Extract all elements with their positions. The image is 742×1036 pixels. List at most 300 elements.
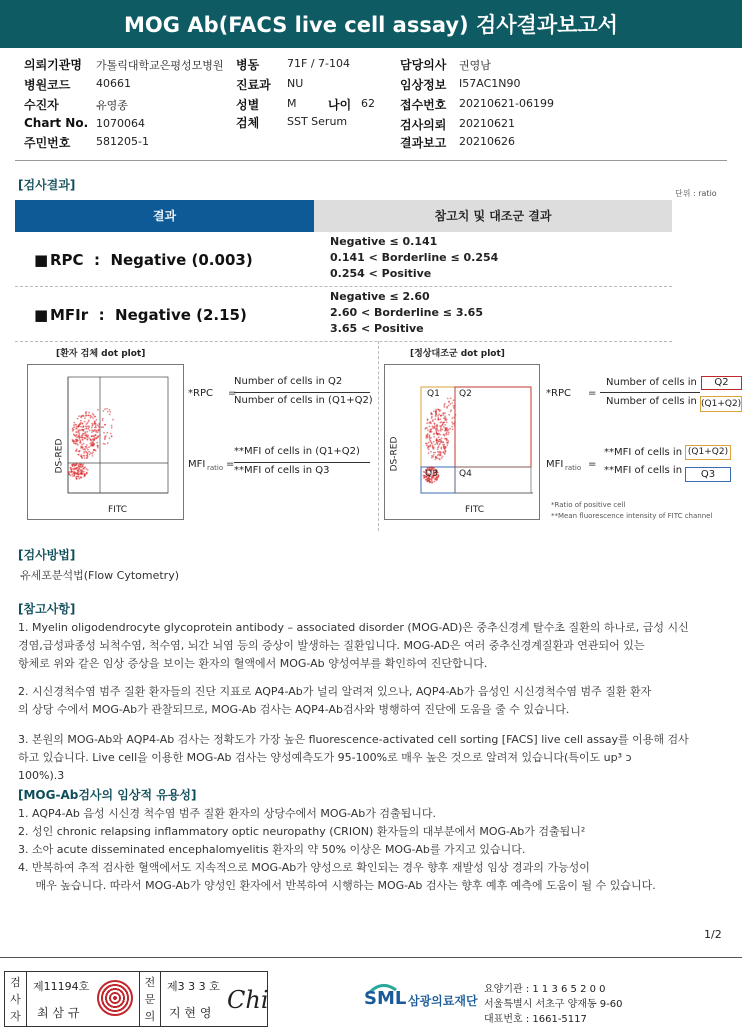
sml-logo-icon [362, 982, 407, 1014]
scatter-point [85, 412, 87, 414]
scatter-point [438, 419, 440, 421]
scatter-point [448, 401, 450, 403]
scatter-point [78, 469, 80, 471]
clinical-label: 임상정보 [400, 78, 447, 92]
reference-p2-line: 2. 시신경척수염 범주 질환 환자들의 진단 지표로 AQP4-Ab가 널리 알려져 있으나, AQP4-Ab가 음성인 시신경척수염 범주 질환 환자 [18, 685, 652, 698]
scatter-point [77, 418, 79, 420]
scatter-point [88, 451, 90, 453]
scatter-point [435, 409, 437, 411]
scatter-point [440, 418, 442, 420]
tester-number: 제11194호 [33, 980, 90, 993]
scatter-point [454, 425, 456, 427]
scatter-point [435, 415, 437, 417]
reference-heading: [참고사항] [18, 602, 76, 616]
scatter-point [95, 434, 97, 436]
confirm-name: 지 현 영 [169, 1006, 212, 1020]
scatter-point [82, 439, 84, 441]
scatter-point [77, 454, 79, 456]
scatter-point [97, 445, 99, 447]
scatter-point [72, 430, 74, 432]
scatter-point [446, 432, 448, 434]
scatter-point [80, 469, 82, 471]
scatter-point [85, 446, 87, 448]
scatter-point [81, 435, 83, 437]
scatter-point [74, 468, 76, 470]
scatter-point [80, 465, 82, 467]
reference-p1-line: 경염,급성파종성 뇌척수염, 척수염, 뇌간 뇌염 등의 증상이 발생하는 질환입니다. MOG-AD은 여러 중추신경계질환과 연관되어 있는 [18, 639, 645, 652]
scatter-point [433, 441, 435, 443]
scatter-point [436, 433, 438, 435]
scatter-point [111, 427, 113, 429]
scatter-point [426, 444, 428, 446]
scatter-point [73, 433, 75, 435]
scatter-point [431, 426, 433, 428]
reference-p3-line: 100%).3 [18, 769, 65, 782]
scatter-point [82, 415, 84, 417]
scatter-point [91, 431, 93, 433]
scatter-point [80, 442, 82, 444]
scatter-point [446, 407, 448, 409]
scatter-point [436, 426, 438, 428]
scatter-point [428, 422, 430, 424]
tester-name: 최 삼 규 [37, 1006, 80, 1020]
scatter-point [92, 455, 94, 457]
scatter-point [75, 464, 77, 466]
scatter-point [76, 478, 78, 480]
scatter-point [85, 468, 87, 470]
mfir-ref-3: 3.65 < Positive [330, 322, 424, 335]
scatter-point [86, 426, 88, 428]
ctrl-rpc-den-box: (Q1+Q2) [700, 396, 742, 412]
scatter-point [426, 427, 428, 429]
scatter-point [430, 431, 432, 433]
scatter-point [75, 435, 77, 437]
scatter-point [441, 437, 443, 439]
scatter-point [87, 449, 89, 451]
scatter-point [91, 423, 93, 425]
scatter-point [75, 428, 77, 430]
scatter-point [429, 436, 431, 438]
scatter-point [79, 478, 81, 480]
patient-label: 수진자 [24, 98, 59, 112]
scatter-point [74, 464, 76, 466]
reference-p3 [18, 731, 734, 785]
ctrl-mfi-num-box: (Q1+Q2) [685, 445, 731, 460]
scatter-point [86, 457, 88, 459]
scatter-point [432, 481, 434, 483]
receipt-label: 접수번호 [400, 98, 447, 112]
scatter-point [441, 457, 443, 459]
rpc-bullet: ■ [34, 251, 49, 269]
scatter-point [76, 448, 78, 450]
scatter-point [436, 428, 438, 430]
scatter-point [453, 407, 455, 409]
scatter-point [89, 443, 91, 445]
scatter-point [443, 446, 445, 448]
reference-column-header: 참고치 및 대조군 결과 [314, 200, 672, 232]
note-ratio: *Ratio of positive cell [551, 501, 626, 509]
scatter-point [74, 424, 76, 426]
patient-dot-plot-svg [28, 365, 183, 519]
scatter-point [110, 433, 112, 435]
scatter-point [81, 457, 83, 459]
scatter-point [444, 424, 446, 426]
code-value: 40661 [96, 77, 131, 90]
scatter-point [447, 440, 449, 442]
scatter-point [92, 413, 94, 415]
scatter-point [453, 399, 455, 401]
scatter-point [444, 419, 446, 421]
scatter-point [437, 449, 439, 451]
scatter-point [111, 425, 113, 427]
scatter-point [428, 452, 430, 454]
ward-value: 71F / 7-104 [287, 57, 350, 70]
scatter-point [82, 423, 84, 425]
scatter-point [93, 449, 95, 451]
scatter-point [86, 444, 88, 446]
scatter-point [429, 426, 431, 428]
scatter-point [88, 412, 90, 414]
specimen-value: SST Serum [287, 115, 348, 128]
scatter-point [442, 441, 444, 443]
scatter-point [427, 447, 429, 449]
control-q1-label: Q1 [427, 389, 440, 399]
scatter-point [97, 447, 99, 449]
ctrl-mfi-eq: = [588, 459, 597, 470]
signature-box [4, 971, 268, 1027]
scatter-point [99, 435, 101, 437]
scatter-point [438, 441, 440, 443]
mfi-formula-eq: = [226, 459, 235, 470]
scatter-point [89, 417, 91, 419]
scatter-point [426, 422, 428, 424]
scatter-point [87, 415, 89, 417]
scatter-point [92, 417, 94, 419]
result-column-header: 결과 [15, 200, 314, 232]
scatter-point [80, 420, 82, 422]
scatter-point [438, 451, 440, 453]
scatter-point [445, 450, 447, 452]
scatter-point [70, 469, 72, 471]
scatter-point [94, 423, 96, 425]
rpc-denominator: Number of cells in (Q1+Q2) [234, 395, 373, 406]
scatter-point [86, 436, 88, 438]
scatter-point [442, 424, 444, 426]
mfi-fraction-line [234, 462, 370, 463]
mfir-bullet: ■ [34, 306, 49, 324]
scatter-point [451, 402, 453, 404]
scatter-point [444, 403, 446, 405]
scatter-point [88, 421, 90, 423]
scatter-point [97, 436, 99, 438]
scatter-point [442, 456, 444, 458]
reference-p3-line: 하고 있습니다. Live cell을 이용한 MOG-Ab 검사는 양성예측도가 95-100%로 매우 높은 것으로 알려져 있습니다(특이도 up³ ↄ [18, 751, 632, 764]
scatter-point [448, 405, 450, 407]
mfir-ref-2: 2.60 < Borderline ≤ 3.65 [330, 306, 483, 319]
scatter-point [91, 425, 93, 427]
scatter-point [88, 446, 90, 448]
scatter-point [433, 454, 435, 456]
doctor-label: 담당의사 [400, 58, 447, 72]
scatter-point [446, 428, 448, 430]
scatter-point [78, 415, 80, 417]
chart-label: Chart No. [24, 116, 89, 130]
mfi-numerator: **MFI of cells in (Q1+Q2) [234, 446, 360, 457]
age-label: 나이 [328, 98, 352, 112]
scatter-point [99, 427, 101, 429]
scatter-point [112, 419, 114, 421]
rpc-formula-eq: = [228, 388, 237, 399]
scatter-point [444, 415, 446, 417]
scatter-point [73, 426, 75, 428]
scatter-point [434, 443, 436, 445]
scatter-point [83, 452, 85, 454]
scatter-point [442, 414, 444, 416]
scatter-point [82, 473, 84, 475]
list-item: 3. 소아 acute disseminated encephalomyelitis 환자의 약 50% 이상은 MOG-Ab를 가지고 있습니다. [18, 843, 526, 856]
scatter-point [444, 412, 446, 414]
scatter-point [75, 476, 77, 478]
scatter-point [78, 433, 80, 435]
scatter-point [89, 454, 91, 456]
signature: Chi [227, 986, 269, 1014]
request-label: 검사의뢰 [400, 118, 447, 132]
scatter-point [434, 423, 436, 425]
scatter-point [84, 455, 86, 457]
ctrl-mfi-den-box: Q3 [685, 467, 731, 482]
mfi-denominator: **MFI of cells in Q3 [234, 465, 330, 476]
scatter-point [94, 429, 96, 431]
scatter-point [425, 443, 427, 445]
rpc-ref-3: 0.254 < Positive [330, 267, 432, 280]
scatter-point [453, 405, 455, 407]
scatter-point [86, 434, 88, 436]
scatter-point [435, 459, 437, 461]
page-title: MOG Ab(FACS live cell assay) 검사결과보고서 [124, 13, 618, 37]
scatter-point [425, 428, 427, 430]
scatter-point [82, 468, 84, 470]
scatter-point [450, 409, 452, 411]
scatter-point [90, 439, 92, 441]
scatter-point [75, 443, 77, 445]
scatter-point [94, 427, 96, 429]
scatter-point [451, 417, 453, 419]
scatter-point [438, 475, 440, 477]
scatter-point [71, 473, 73, 475]
scatter-point [96, 430, 98, 432]
report-value: 20210626 [459, 135, 515, 148]
scatter-point [91, 435, 93, 437]
scatter-point [85, 451, 87, 453]
reference-p2 [18, 683, 734, 719]
scatter-point [448, 414, 450, 416]
scatter-point [439, 443, 441, 445]
scatter-point [78, 465, 80, 467]
scatter-point [90, 415, 92, 417]
scatter-point [83, 443, 85, 445]
scatter-point [73, 422, 75, 424]
scatter-point [88, 437, 90, 439]
rpc-ref-1: Negative ≤ 0.141 [330, 235, 438, 248]
scatter-point [440, 452, 442, 454]
scatter-point [433, 410, 435, 412]
scatter-point [81, 477, 83, 479]
scatter-point [86, 423, 88, 425]
control-q2-label: Q2 [459, 389, 472, 399]
scatter-point [82, 464, 84, 466]
doctor-value: 권영남 [459, 59, 491, 72]
scatter-point [82, 471, 84, 473]
patient-plot-title: [환자 검체 dot plot] [56, 349, 146, 359]
scatter-point [70, 467, 72, 469]
scatter-point [453, 423, 455, 425]
reference-p1-line: 1. Myelin oligodendrocyte glycoprotein antibody – associated disorder (MOG-AD)은 중추신경계 탈수초 질환의 하나로, 급성 시신 [18, 621, 689, 634]
scatter-point [92, 438, 94, 440]
scatter-point [93, 443, 95, 445]
row-divider [15, 286, 672, 287]
scatter-point [429, 445, 431, 447]
age-value: 62 [361, 97, 375, 110]
scatter-point [106, 408, 108, 410]
scatter-point [102, 420, 104, 422]
scatter-point [434, 425, 436, 427]
scatter-point [109, 414, 111, 416]
mfir-ref-1: Negative ≤ 2.60 [330, 290, 430, 303]
scatter-point [446, 444, 448, 446]
scatter-point [77, 444, 79, 446]
seal-icon [97, 980, 133, 1016]
scatter-point [427, 430, 429, 432]
ctrl-rpc-fraction-line [600, 392, 700, 393]
scatter-point [73, 440, 75, 442]
unit-label: 단위 : ratio [675, 189, 717, 198]
request-value: 20210621 [459, 117, 515, 130]
ward-label: 병동 [236, 58, 260, 72]
scatter-point [432, 446, 434, 448]
scatter-point [430, 451, 432, 453]
list-item: 매우 높습니다. 따라서 MOG-Ab가 양성인 환자에서 반복하여 시행하는 MOG-Ab 검사는 향후 예후 예측에 도움이 될 수 있습니다. [18, 879, 656, 892]
scatter-point [434, 427, 436, 429]
rpc-result: RPC : Negative (0.003) [50, 251, 253, 269]
scatter-point [430, 429, 432, 431]
results-heading: [검사결과] [18, 178, 76, 192]
control-plot-title: [정상대조군 dot plot] [410, 349, 505, 359]
scatter-point [92, 451, 94, 453]
confirm-label: 전문의 [139, 972, 161, 1026]
scatter-point [109, 409, 111, 411]
sex-value: M [287, 97, 297, 110]
scatter-point [103, 410, 105, 412]
confirm-number: 제3 3 3 호 [167, 980, 220, 993]
scatter-point [422, 475, 424, 477]
control-x-axis-label: FITC [465, 505, 485, 515]
institution-code: 요양기관 : 1 1 3 6 5 2 0 0 [484, 984, 606, 995]
scatter-point [79, 423, 81, 425]
scatter-point [448, 432, 450, 434]
ctrl-rpc-label: *RPC [546, 388, 571, 399]
scatter-point [443, 417, 445, 419]
scatter-point [78, 429, 80, 431]
scatter-point [104, 443, 106, 445]
scatter-point [435, 411, 437, 413]
ctrl-mfi-sub: ratio [565, 464, 582, 472]
rpc-ref-2: 0.141 < Borderline ≤ 0.254 [330, 251, 499, 264]
scatter-point [91, 427, 93, 429]
scatter-point [430, 441, 432, 443]
scatter-point [85, 415, 87, 417]
reference-p1 [18, 619, 734, 673]
scatter-point [102, 418, 104, 420]
scatter-point [451, 421, 453, 423]
scatter-point [97, 431, 99, 433]
scatter-point [85, 431, 87, 433]
scatter-point [431, 416, 433, 418]
scatter-point [104, 408, 106, 410]
plot-divider [378, 341, 379, 531]
scatter-point [427, 445, 429, 447]
id-value: 581205-1 [96, 135, 149, 148]
specimen-label: 검체 [236, 116, 260, 130]
scatter-point [86, 455, 88, 457]
scatter-point [109, 411, 111, 413]
utility-heading: [MOG-Ab검사의 임상적 유용성] [18, 788, 197, 802]
scatter-point [444, 406, 446, 408]
scatter-point [111, 436, 113, 438]
scatter-point [75, 450, 77, 452]
control-y-axis-label: DS-RED [389, 436, 400, 472]
ctrl-mfi-numerator: **MFI of cells in [604, 447, 683, 458]
scatter-point [443, 421, 445, 423]
scatter-point [440, 426, 442, 428]
scatter-point [438, 453, 440, 455]
scatter-point [83, 425, 85, 427]
clinical-value: I57AC1N90 [459, 77, 521, 90]
scatter-point [438, 413, 440, 415]
scatter-point [447, 398, 449, 400]
scatter-point [80, 426, 82, 428]
scatter-point [446, 434, 448, 436]
scatter-point [450, 397, 452, 399]
sex-label: 성별 [236, 98, 260, 112]
scatter-point [77, 440, 79, 442]
scatter-point [449, 403, 451, 405]
scatter-point [81, 429, 83, 431]
scatter-point [75, 440, 77, 442]
scatter-point [428, 448, 430, 450]
scatter-point [447, 433, 449, 435]
scatter-point [431, 455, 433, 457]
scatter-point [435, 457, 437, 459]
scatter-point [84, 417, 86, 419]
scatter-point [439, 459, 441, 461]
scatter-point [97, 424, 99, 426]
scatter-point [78, 476, 80, 478]
scatter-point [440, 448, 442, 450]
scatter-point [79, 451, 81, 453]
ctrl-rpc-num-box: Q2 [701, 376, 742, 390]
scatter-point [434, 418, 436, 420]
ctrl-rpc-eq: = [588, 388, 597, 399]
scatter-point [434, 481, 436, 483]
scatter-point [107, 442, 109, 444]
list-item: 1. AQP4-Ab 음성 시신경 척수염 범주 질환 환자의 상당수에서 MOG-Ab가 검출됩니다. [18, 807, 436, 820]
scatter-point [76, 426, 78, 428]
scatter-point [84, 421, 86, 423]
scatter-point [87, 431, 89, 433]
scatter-point [438, 433, 440, 435]
list-item: 4. 반복하여 추적 검사한 혈액에서도 지속적으로 MOG-Ab가 양성으로 확인되는 경우 향후 재발성 임상 경과의 가능성이 [18, 861, 590, 874]
scatter-point [440, 429, 442, 431]
